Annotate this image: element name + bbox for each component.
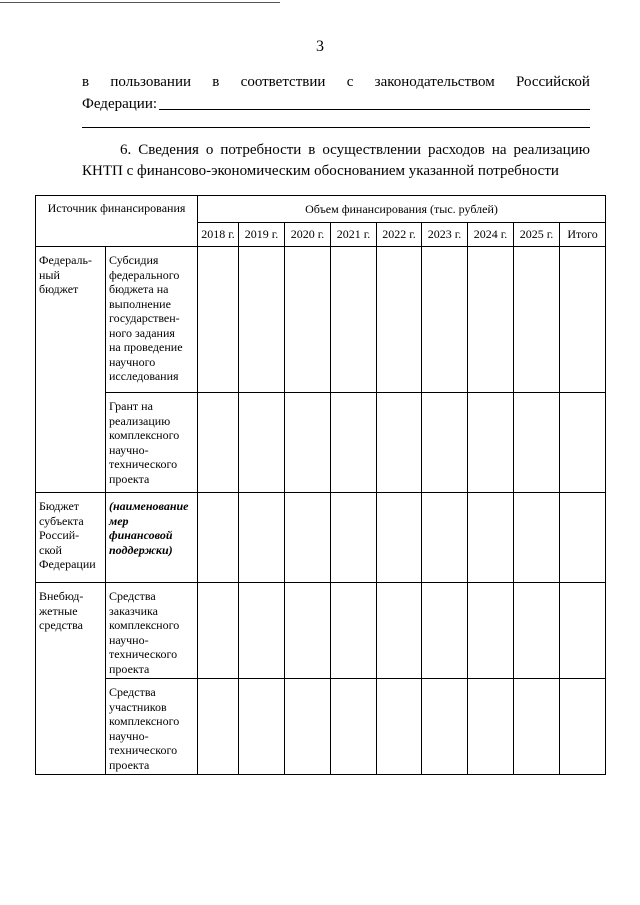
group-label: Внебюд- жетные средства	[36, 583, 106, 775]
year-header: 2022 г.	[377, 223, 422, 247]
value-cell	[377, 393, 422, 493]
value-cell	[514, 247, 560, 393]
heading-word: о	[205, 142, 214, 158]
heading-word: реализацию	[513, 142, 590, 158]
value-cell	[331, 583, 377, 679]
value-cell	[377, 583, 422, 679]
year-header: 2020 г.	[285, 223, 331, 247]
heading-word: в	[308, 142, 316, 158]
table-row	[36, 493, 606, 583]
value-cell	[468, 679, 514, 775]
table-row	[36, 583, 606, 679]
value-cell	[198, 493, 239, 583]
value-cell	[468, 393, 514, 493]
top-rule	[0, 2, 280, 3]
value-cell	[285, 493, 331, 583]
value-cell	[377, 679, 422, 775]
value-cell	[239, 247, 285, 393]
value-cell	[468, 247, 514, 393]
section-heading-line-2: КНТП с финансово-экономическим обоснованием указанной потребности	[82, 163, 559, 179]
row-label: Грант на реализацию комплексного научно- технического проекта	[106, 393, 198, 493]
value-cell	[285, 247, 331, 393]
row-label: Средства заказчика комплексного научно- технического проекта	[106, 583, 198, 679]
heading-word: расходов	[428, 142, 485, 158]
value-cell	[198, 247, 239, 393]
year-header: Итого	[560, 223, 606, 247]
intro-word: в	[212, 74, 220, 90]
intro-word: Российской	[515, 74, 590, 90]
intro-word: соответствии	[240, 74, 326, 90]
value-cell	[422, 583, 468, 679]
value-cell	[422, 393, 468, 493]
value-cell	[239, 493, 285, 583]
value-cell	[239, 393, 285, 493]
value-cell	[514, 679, 560, 775]
intro-word: с	[346, 74, 354, 90]
value-cell	[331, 679, 377, 775]
value-cell	[560, 583, 606, 679]
row-label: Средства участников комплексного научно- технического проекта	[106, 679, 198, 775]
blank-fill-line	[82, 127, 590, 128]
intro-word: законодательством	[374, 74, 495, 90]
source-header: Источник финансирования	[36, 196, 198, 247]
value-cell	[514, 393, 560, 493]
value-cell	[560, 393, 606, 493]
heading-word: потребности	[220, 142, 302, 158]
table-row	[36, 247, 606, 393]
value-cell	[377, 493, 422, 583]
financing-table	[35, 195, 606, 775]
heading-word: Сведения	[138, 142, 199, 158]
value-cell	[331, 393, 377, 493]
fill-in-line	[159, 94, 590, 110]
row-label: Субсидия федерального бюджета на выполнение государствен- ного задания на проведение научного исследования	[106, 247, 198, 393]
intro-line-1	[82, 74, 590, 91]
intro-word: в	[82, 74, 90, 90]
volume-header: Объем финансирования (тыс. рублей)	[198, 196, 606, 223]
value-cell	[422, 247, 468, 393]
value-cell	[422, 679, 468, 775]
year-header: 2023 г.	[422, 223, 468, 247]
value-cell	[560, 679, 606, 775]
value-cell	[239, 679, 285, 775]
value-cell	[285, 393, 331, 493]
year-header: 2021 г.	[331, 223, 377, 247]
intro-word: пользовании	[110, 74, 191, 90]
year-header: 2018 г.	[198, 223, 239, 247]
value-cell	[198, 583, 239, 679]
year-header: 2025 г.	[514, 223, 560, 247]
group-label: Бюджет субъекта Россий- ской Федерации	[36, 493, 106, 583]
page-number: 3	[316, 38, 324, 55]
year-header: 2019 г.	[239, 223, 285, 247]
value-cell	[198, 679, 239, 775]
row-label: (наименование мер финансовой поддержки)	[106, 493, 198, 583]
section-heading-line-1	[82, 140, 590, 161]
value-cell	[331, 493, 377, 583]
value-cell	[377, 247, 422, 393]
value-cell	[514, 493, 560, 583]
value-cell	[468, 583, 514, 679]
value-cell	[514, 583, 560, 679]
value-cell	[285, 583, 331, 679]
heading-word: 6.	[120, 142, 132, 158]
value-cell	[468, 493, 514, 583]
table-row	[36, 393, 606, 493]
group-label: Федераль- ный бюджет	[36, 247, 106, 493]
value-cell	[560, 493, 606, 583]
value-cell	[239, 583, 285, 679]
year-header: 2024 г.	[468, 223, 514, 247]
heading-word: осуществлении	[322, 142, 422, 158]
federation-label: Федерации:	[82, 96, 158, 112]
intro-line-2	[82, 94, 590, 113]
value-cell	[285, 679, 331, 775]
heading-word: на	[491, 142, 507, 158]
value-cell	[422, 493, 468, 583]
table-row	[36, 679, 606, 775]
value-cell	[331, 247, 377, 393]
value-cell	[560, 247, 606, 393]
value-cell	[198, 393, 239, 493]
section-heading	[82, 140, 590, 182]
